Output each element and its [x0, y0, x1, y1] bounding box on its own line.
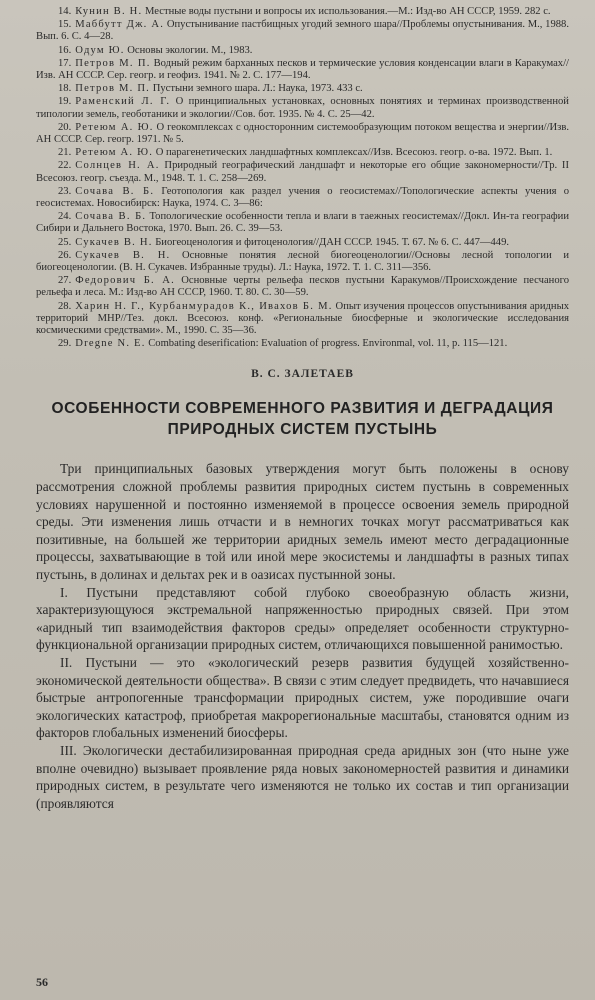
reference-item: 29. Dregne N. E. Combating deserification: Evaluation of progress. Environmal, vol. 11, p. 115—121.	[58, 338, 508, 350]
article-author: В. С. ЗАЛЕТАЕВ	[251, 368, 354, 381]
reference-item: 20. Ретеюм А. Ю. О геокомплексах с односторонним системообразующим потоком вещества и энергии//Изв. АН СССР. Сер. геогр. 1971. № 5.	[36, 121, 569, 146]
reference-item: 17. Петров М. П. Водный режим барханных песков и термические условия конденсации влаги в Каракумах//Изв. АН СССР. Сер. геогр. и геофиз. 1941. № 2. С. 177—194.	[36, 57, 569, 82]
reference-list	[36, 6, 569, 350]
article-title-line: ОСОБЕННОСТИ СОВРЕМЕННОГО РАЗВИТИЯ И ДЕГРАДАЦИЯ	[51, 400, 554, 418]
reference-item: 23. Сочава В. Б. Геотопология как раздел учения о геосистемах//Топологические аспекты учения о геосистемах. Новосибирск: Наука, 1974. С. 3—86:	[36, 185, 570, 210]
body-paragraph: I. Пустыни представляют собой глубоко своеобразную область жизни, характеризующуюся экстремальной напряженностью природных связей. При этом «аридный тип взаимодействия факторов среды» определяет особенности структурно-функциональной организации природных систем, отличающихся повышенной ранимостью.	[36, 584, 569, 653]
reference-item: 19. Раменский Л. Г. О принципиальных установках, основных понятиях и терминах производственной типологии земель, геоботаники и экологии//Сов. бот. 1935. № 4. С. 25—42.	[36, 96, 569, 120]
page-number: 56	[36, 975, 48, 989]
reference-item: 25. Сукачев В. Н. Биогеоценология и фитоценология//ДАН СССР. 1945. Т. 67. № 6. С. 447—449.	[58, 236, 510, 248]
reference-item: 22. Солнцев Н. А. Природный географический ландшафт и некоторые его общие закономерности//Тр. II Всесоюз. геогр. съезда. М., 1948. Т. 1. С. 258—269.	[36, 160, 569, 184]
article-body	[36, 460, 569, 812]
reference-item: 24. Сочава В. Б. Топологические особенности тепла и влаги в таежных геосистемах//Докл. Ин-та географии Сибири и Дальнего Востока, 1970. Вып. 26. С. 39—53.	[36, 211, 569, 235]
reference-item: 26. Сукачев В. Н. Основные понятия лесной биогеоценологии//Основы лесной топологии и биогеоценологии. (В. Н. Сукачев. Избранные труды). Л.: Наука, 1972. Т. 1. С. 311—356.	[36, 249, 569, 274]
reference-item: 27. Федорович Б. А. Основные черты рельефа песков пустыни Каракумов//Происхождение песчаного рельефа и леса. М.: Изд-во АН СССР, 1960. Т. 80. С. 30—59.	[36, 275, 569, 299]
body-paragraph: III. Экологически дестабилизированная природная среда аридных зон (что ныне уже вполне очевидно) вызывает проявление ряда новых закономерностей развития и динамики природных систем, в результате чего изменяются не только их состав и тип организации (проявляются	[36, 742, 569, 811]
body-paragraph: II. Пустыни — это «экологический резерв развития будущей хозяйственно-экономической деятельности общества». В связи с этим следует предвидеть, что начавшиеся быстрые антропогенные трансформации природных систем, уже породившие очаги экологических катастроф, приобретая макрорегиональные масштабы, становятся одним из факторов глобальных изменений биосферы.	[36, 655, 569, 741]
body-paragraph: Три принципиальных базовых утверждения могут быть положены в основу рассмотрения сложной проблемы развития природных систем пустынь в современных условиях нарушенной и постоянно изменяемой в процессе освоения земель природной среды. Эти изменения лишь отчасти и в немногих точках могут рассматриваться как позитивные, на большей же территории аридных земель имеют место деградационные процессы, захватывающие в той или иной мере экосистемы и ландшафты в разных типах пустынь, в долинах и дельтах рек и в оазисах пустынной зоны.	[36, 461, 569, 583]
reference-item: 21. Ретеюм А. Ю. О парагенетических ландшафтных комплексах//Изв. Всесоюз. геогр. о-ва. 1972. Вып. 1.	[58, 147, 553, 159]
reference-item: 15. Маббутт Дж. А. Опустынивание пастбищных угодий земного шара//Проблемы опустынивания. М., 1988. Вып. 6. С. 4—28.	[36, 19, 569, 43]
article-title-line: ПРИРОДНЫХ СИСТЕМ ПУСТЫНЬ	[167, 421, 438, 439]
article-title	[36, 398, 569, 440]
reference-item: 18. Петров М. П. Пустыни земного шара. Л.: Наука, 1973. 433 с.	[58, 83, 363, 95]
reference-item: 14. Кунин В. Н. Местные воды пустыни и вопросы их использования.—М.: Изд-во АН СССР, 1959. 282 с.	[58, 6, 551, 17]
reference-item: 28. Харин Н. Г., Курбанмурадов К., Ивахов Б. М. Опыт изучения процессов опустынивания аридных территорий МНР//Тез. докл. Всесоюз. конф. «Региональные биосферные и экологические исследования космическими средствами». М., 1990. С. 35—36.	[36, 300, 569, 337]
reference-item: 16. Одум Ю. Основы экологии. М., 1983.	[58, 44, 253, 56]
